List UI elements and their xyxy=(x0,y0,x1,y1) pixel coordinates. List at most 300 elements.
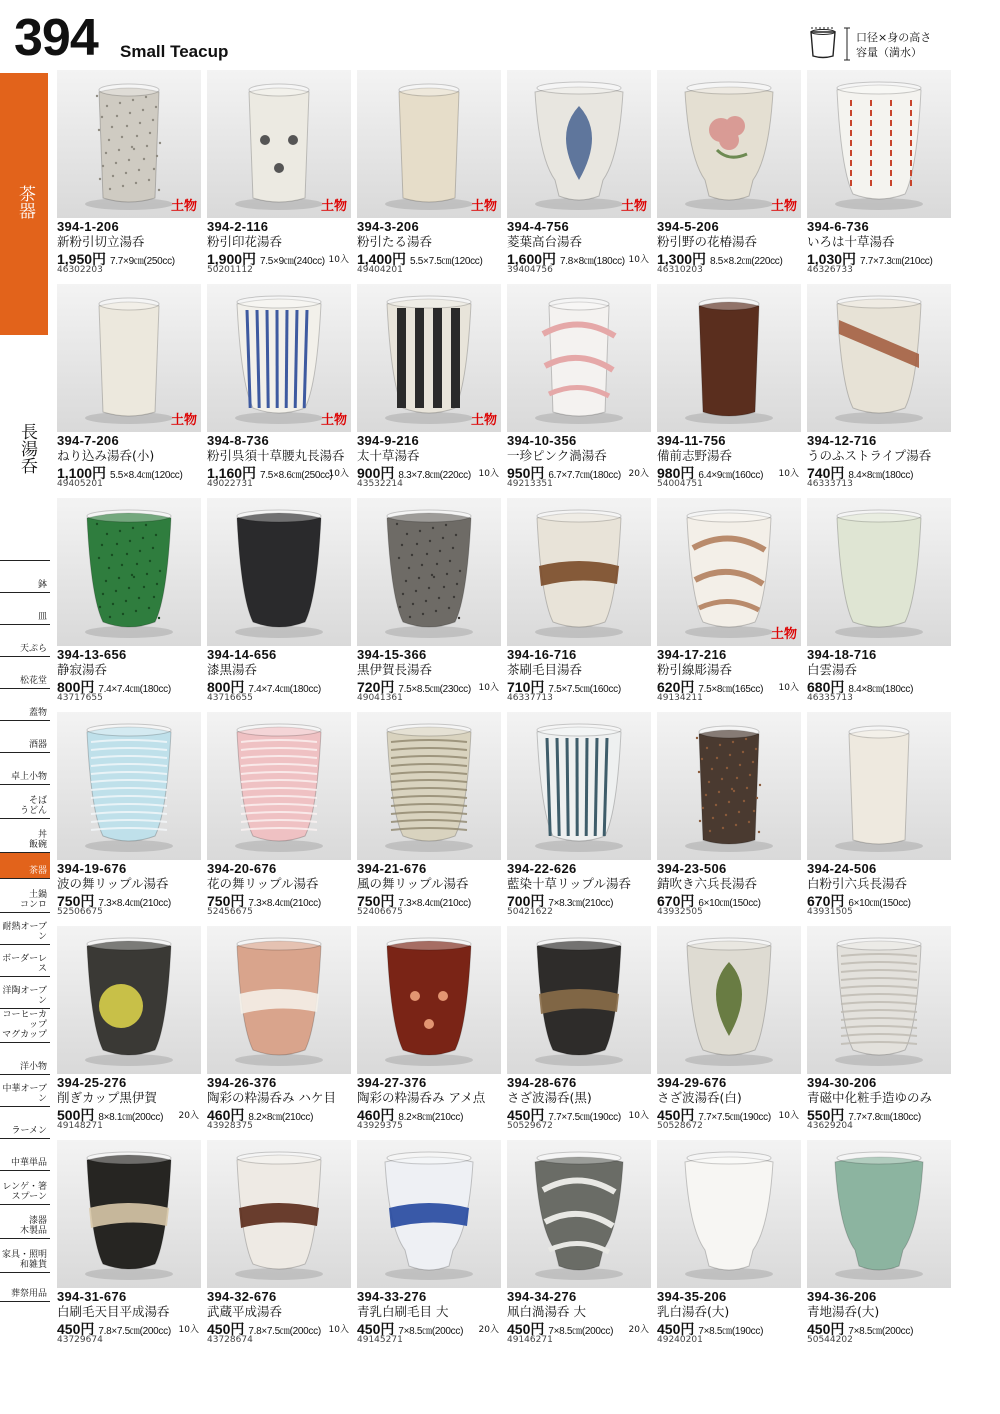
pack-quantity: 10入 xyxy=(778,469,799,479)
product-price: 450円 xyxy=(507,1321,545,1337)
product-dimensions: 7.3×8.4㎝(210cc) xyxy=(398,898,471,909)
category-index-item[interactable]: 鉢 xyxy=(0,560,50,592)
product-dimensions: 8.2×8㎝(210cc) xyxy=(248,1112,314,1123)
subcategory-label: 長湯呑 xyxy=(17,423,37,474)
product-jan-code: 49146271 xyxy=(507,1335,553,1345)
teacup-photo-icon xyxy=(507,284,651,432)
product-photo xyxy=(807,70,951,218)
teacup-photo-icon xyxy=(657,1140,801,1288)
product-price: 460円 xyxy=(357,1107,395,1123)
category-tab-label: 茶器 xyxy=(15,185,35,219)
product-code: 394-14-656 xyxy=(207,647,277,662)
product-name: 黒伊賀長湯呑 xyxy=(357,662,433,677)
product-dimensions: 7.7×7.5㎝(190cc) xyxy=(698,1112,771,1123)
product-price: 450円 xyxy=(657,1107,695,1123)
teacup-photo-icon xyxy=(357,712,501,860)
product-jan-code: 43532214 xyxy=(357,479,403,489)
product-card[interactable] xyxy=(657,284,801,489)
category-index-item[interactable]: 土鍋 コンロ xyxy=(0,878,50,912)
product-jan-code: 46302203 xyxy=(57,265,103,275)
product-name: 静寂湯呑 xyxy=(57,662,108,677)
product-dimensions: 6.4×9㎝(160cc) xyxy=(698,470,764,481)
product-card[interactable] xyxy=(207,70,351,275)
earthenware-tag: 土物 xyxy=(320,413,347,428)
product-code: 394-30-206 xyxy=(807,1075,877,1090)
product-name: 陶彩の粋湯呑み ハケ目 xyxy=(207,1090,336,1105)
product-code: 394-7-206 xyxy=(57,433,119,448)
product-code: 394-9-216 xyxy=(357,433,419,448)
earthenware-tag: 土物 xyxy=(770,627,797,642)
product-name: 茶刷毛目湯呑 xyxy=(507,662,583,677)
product-card[interactable] xyxy=(507,926,651,1131)
product-jan-code: 43629204 xyxy=(807,1121,853,1131)
product-dimensions: 8.3×7.8㎝(220cc) xyxy=(398,470,471,481)
teacup-photo-icon xyxy=(657,284,801,432)
pack-quantity: 10入 xyxy=(328,1325,349,1335)
teacup-photo-icon xyxy=(507,1140,651,1288)
product-dimensions: 7.8×7.5㎝(200cc) xyxy=(248,1326,321,1337)
earthenware-tag: 土物 xyxy=(170,199,197,214)
product-code: 394-23-506 xyxy=(657,861,727,876)
product-card[interactable] xyxy=(57,498,201,703)
product-photo xyxy=(207,926,351,1074)
product-name: さざ波湯呑(白) xyxy=(657,1090,742,1105)
pack-quantity: 20入 xyxy=(628,1325,649,1335)
product-price: 450円 xyxy=(807,1321,845,1337)
product-code: 394-27-376 xyxy=(357,1075,427,1090)
product-jan-code: 52506675 xyxy=(57,907,103,917)
product-card[interactable] xyxy=(657,712,801,917)
category-index-item[interactable]: 漆器 木製品 xyxy=(0,1204,50,1238)
product-card[interactable] xyxy=(207,1140,351,1345)
product-jan-code: 49145271 xyxy=(357,1335,403,1345)
product-photo xyxy=(207,712,351,860)
product-dimensions: 8×8.1㎝(200cc) xyxy=(98,1112,164,1123)
product-dimensions: 7.4×7.4㎝(180cc) xyxy=(98,684,171,695)
product-price: 700円 xyxy=(507,893,545,909)
category-index-item[interactable]: 耐熱オーブン xyxy=(0,912,50,944)
pack-quantity: 10入 xyxy=(178,1325,199,1335)
product-price: 670円 xyxy=(657,893,695,909)
product-photo xyxy=(357,284,501,432)
product-name: 白刷毛天目平成湯呑 xyxy=(57,1304,170,1319)
product-name: 一珍ピンク渦湯呑 xyxy=(507,448,607,463)
product-card[interactable] xyxy=(657,70,801,275)
product-jan-code: 49022731 xyxy=(207,479,253,489)
teacup-photo-icon xyxy=(807,712,951,860)
product-code: 394-34-276 xyxy=(507,1289,577,1304)
product-name: 白粉引六兵長湯呑 xyxy=(807,876,908,891)
product-dimensions: 6.7×7.7㎝(180cc) xyxy=(548,470,621,481)
teacup-photo-icon xyxy=(207,926,351,1074)
product-photo xyxy=(807,712,951,860)
pack-quantity: 10入 xyxy=(328,255,349,265)
product-code: 394-29-676 xyxy=(657,1075,727,1090)
product-code: 394-19-676 xyxy=(57,861,127,876)
teacup-photo-icon xyxy=(57,498,201,646)
product-photo xyxy=(507,926,651,1074)
product-name: 粉引野の花椿湯呑 xyxy=(657,234,758,249)
product-dimensions: 7.5×8.6㎝(250cc) xyxy=(260,470,333,481)
category-index-item[interactable]: 中華単品 xyxy=(0,1138,50,1170)
bracket-icon xyxy=(842,26,852,62)
product-name: うのふストライプ湯呑 xyxy=(807,448,932,463)
teacup-photo-icon xyxy=(807,926,951,1074)
product-jan-code: 39404756 xyxy=(507,265,553,275)
product-photo xyxy=(57,926,201,1074)
category-index-item[interactable]: 皿 xyxy=(0,592,50,624)
category-index-item[interactable]: 酒器 xyxy=(0,720,50,752)
product-card[interactable] xyxy=(807,70,951,275)
product-card[interactable] xyxy=(57,1140,201,1345)
product-name: 粉引呉須十草腰丸長湯呑 xyxy=(207,448,345,463)
product-price: 1,300円 xyxy=(657,251,707,267)
product-name: 青乳白刷毛目 大 xyxy=(357,1304,449,1319)
product-jan-code: 50528672 xyxy=(657,1121,703,1131)
product-name: 錆吹き六兵長湯呑 xyxy=(657,876,758,891)
teacup-photo-icon xyxy=(207,1140,351,1288)
category-index-item[interactable]: 洋陶オーブン xyxy=(0,976,50,1008)
product-name: 陶彩の粋湯呑み アメ点 xyxy=(357,1090,486,1105)
product-dimensions: 7.7×9㎝(250cc) xyxy=(110,256,175,267)
product-code: 394-2-116 xyxy=(207,219,269,234)
teacup-photo-icon xyxy=(807,498,951,646)
product-price: 450円 xyxy=(507,1107,545,1123)
product-jan-code: 50421622 xyxy=(507,907,553,917)
product-card[interactable] xyxy=(657,1140,801,1345)
product-photo xyxy=(357,1140,501,1288)
product-jan-code: 49041361 xyxy=(357,693,403,703)
category-tab[interactable] xyxy=(0,73,48,335)
product-jan-code: 50201112 xyxy=(207,265,253,275)
product-jan-code: 49213351 xyxy=(507,479,553,489)
product-price: 670円 xyxy=(807,893,845,909)
product-jan-code: 50544202 xyxy=(807,1335,853,1345)
product-card[interactable] xyxy=(207,926,351,1131)
product-photo xyxy=(57,284,201,432)
product-card[interactable] xyxy=(357,284,501,489)
teacup-photo-icon xyxy=(57,926,201,1074)
product-dimensions: 7.7×7.3㎝(210cc) xyxy=(860,256,933,267)
product-code: 394-16-716 xyxy=(507,647,577,662)
product-code: 394-11-756 xyxy=(657,433,726,448)
product-dimensions: 7.3×8.4㎝(210cc) xyxy=(98,898,171,909)
product-name: 太十草湯呑 xyxy=(357,448,420,463)
product-jan-code: 49404201 xyxy=(357,265,403,275)
product-jan-code: 43716655 xyxy=(207,693,253,703)
pack-quantity: 10入 xyxy=(628,255,649,265)
product-jan-code: 49148271 xyxy=(57,1121,103,1131)
product-name: 白雲湯呑 xyxy=(807,662,858,677)
product-card[interactable] xyxy=(807,712,951,917)
product-name: 菱葉高台湯呑 xyxy=(507,234,583,249)
product-price: 450円 xyxy=(657,1321,695,1337)
pack-quantity: 10入 xyxy=(778,683,799,693)
product-name: 青磁中化粧手造ゆのみ xyxy=(807,1090,933,1105)
product-name: 粉引たる湯呑 xyxy=(357,234,433,249)
category-index-item[interactable]: コーヒーカップ マグカップ xyxy=(0,1008,50,1042)
product-card[interactable] xyxy=(357,70,501,275)
product-price: 1,900円 xyxy=(207,251,257,267)
product-name: 青地湯呑(大) xyxy=(807,1304,880,1319)
teacup-photo-icon xyxy=(357,1140,501,1288)
product-photo xyxy=(807,498,951,646)
product-jan-code: 46335713 xyxy=(807,693,853,703)
product-jan-code: 43729674 xyxy=(57,1335,103,1345)
product-price: 710円 xyxy=(507,679,545,695)
category-index-item[interactable]: 中華オーブン xyxy=(0,1074,50,1106)
size-legend xyxy=(804,20,994,68)
product-card[interactable] xyxy=(507,284,651,489)
product-photo xyxy=(357,498,501,646)
product-name: 備前志野湯呑 xyxy=(657,448,733,463)
product-price: 740円 xyxy=(807,465,845,481)
product-price: 980円 xyxy=(657,465,695,481)
product-code: 394-25-276 xyxy=(57,1075,127,1090)
product-name: 風の舞リップル湯呑 xyxy=(357,876,469,891)
product-card[interactable] xyxy=(57,70,201,275)
product-photo xyxy=(207,284,351,432)
product-photo xyxy=(507,70,651,218)
teacup-photo-icon xyxy=(207,712,351,860)
category-index xyxy=(0,560,50,1302)
product-price: 1,030円 xyxy=(807,251,857,267)
product-card[interactable] xyxy=(507,70,651,275)
product-jan-code: 46337713 xyxy=(507,693,553,703)
category-index-item[interactable]: 洋小物 xyxy=(0,1042,50,1074)
teacup-photo-icon xyxy=(507,712,651,860)
teacup-photo-icon xyxy=(507,498,651,646)
product-card[interactable] xyxy=(807,498,951,703)
product-photo xyxy=(657,70,801,218)
category-index-item[interactable]: 松花堂 xyxy=(0,656,50,688)
pack-quantity: 10入 xyxy=(478,683,499,693)
product-name: 新粉引切立湯呑 xyxy=(57,234,145,249)
product-jan-code: 49240201 xyxy=(657,1335,703,1345)
product-jan-code: 43929375 xyxy=(357,1121,403,1131)
category-index-item[interactable]: ボーダーレス xyxy=(0,944,50,976)
product-code: 394-8-736 xyxy=(207,433,269,448)
product-price: 750円 xyxy=(207,893,245,909)
product-photo xyxy=(57,70,201,218)
product-name: 削ぎカップ黒伊賀 xyxy=(57,1090,157,1105)
category-index-item[interactable]: 蓋物 xyxy=(0,688,50,720)
product-name: 波の舞リップル湯呑 xyxy=(57,876,169,891)
product-card[interactable] xyxy=(207,284,351,489)
product-dimensions: 7.5×8.5㎝(230cc) xyxy=(398,684,471,695)
product-jan-code: 43932505 xyxy=(657,907,703,917)
product-name: ねり込み湯呑(小) xyxy=(57,448,155,463)
product-jan-code: 50529672 xyxy=(507,1121,553,1131)
teacup-photo-icon xyxy=(357,498,501,646)
product-price: 1,600円 xyxy=(507,251,557,267)
product-name: さざ波湯呑(黒) xyxy=(507,1090,592,1105)
product-price: 1,160円 xyxy=(207,465,257,481)
product-jan-code: 49134211 xyxy=(657,693,703,703)
product-photo xyxy=(207,498,351,646)
product-jan-code: 43928375 xyxy=(207,1121,253,1131)
product-card[interactable] xyxy=(807,284,951,489)
earthenware-tag: 土物 xyxy=(470,199,497,214)
teacup-photo-icon xyxy=(807,70,951,218)
earthenware-tag: 土物 xyxy=(320,199,347,214)
pack-quantity: 10入 xyxy=(328,469,349,479)
product-name: 漆黒湯呑 xyxy=(207,662,258,677)
teacup-photo-icon xyxy=(807,284,951,432)
product-jan-code: 46326733 xyxy=(807,265,853,275)
pack-quantity: 20入 xyxy=(478,1325,499,1335)
product-card[interactable] xyxy=(507,1140,651,1345)
page-title: Small Teacup xyxy=(120,42,229,61)
category-index-item[interactable]: 葬祭用品 xyxy=(0,1272,50,1302)
product-photo xyxy=(657,926,801,1074)
product-card[interactable] xyxy=(57,926,201,1131)
category-index-item[interactable]: 天ぷら xyxy=(0,624,50,656)
product-code: 394-5-206 xyxy=(657,219,719,234)
product-code: 394-24-506 xyxy=(807,861,877,876)
product-code: 394-36-206 xyxy=(807,1289,877,1304)
product-price: 450円 xyxy=(207,1321,245,1337)
teacup-photo-icon xyxy=(57,1140,201,1288)
product-dimensions: 6×10㎝(150cc) xyxy=(848,898,911,909)
pack-quantity: 10入 xyxy=(628,1111,649,1121)
product-jan-code: 49405201 xyxy=(57,479,103,489)
product-dimensions: 7.5×8㎝(165cc) xyxy=(698,684,764,695)
product-jan-code: 46310203 xyxy=(657,265,703,275)
product-code: 394-10-356 xyxy=(507,433,577,448)
product-price: 460円 xyxy=(207,1107,245,1123)
product-jan-code: 52456675 xyxy=(207,907,253,917)
product-card[interactable] xyxy=(57,712,201,917)
teacup-photo-icon xyxy=(357,926,501,1074)
earthenware-tag: 土物 xyxy=(770,199,797,214)
product-code: 394-3-206 xyxy=(357,219,419,234)
product-price: 1,400円 xyxy=(357,251,407,267)
product-price: 720円 xyxy=(357,679,395,695)
product-dimensions: 5.5×8.4㎝(120cc) xyxy=(110,470,183,481)
product-price: 680円 xyxy=(807,679,845,695)
product-photo xyxy=(507,712,651,860)
product-name: いろは十草湯呑 xyxy=(807,234,895,249)
pack-quantity: 10入 xyxy=(778,1111,799,1121)
product-dimensions: 7.8×8㎝(180cc) xyxy=(560,256,625,267)
product-name: 粉引印花湯呑 xyxy=(207,234,283,249)
product-photo xyxy=(807,284,951,432)
category-index-item[interactable]: 丼 飯碗 xyxy=(0,818,50,852)
product-name: 乳白湯呑(大) xyxy=(657,1304,730,1319)
teacup-photo-icon xyxy=(657,926,801,1074)
product-photo xyxy=(357,70,501,218)
product-photo xyxy=(507,284,651,432)
pack-quantity: 20入 xyxy=(178,1111,199,1121)
product-card[interactable] xyxy=(807,1140,951,1345)
product-photo xyxy=(507,1140,651,1288)
product-card[interactable] xyxy=(357,1140,501,1345)
product-dimensions: 7.8×7.5㎝(200cc) xyxy=(98,1326,171,1337)
product-price: 1,100円 xyxy=(57,465,107,481)
product-code: 394-33-276 xyxy=(357,1289,427,1304)
product-dimensions: 8.4×8㎝(180cc) xyxy=(848,684,914,695)
product-card[interactable] xyxy=(207,498,351,703)
product-price: 800円 xyxy=(207,679,245,695)
product-code: 394-35-206 xyxy=(657,1289,727,1304)
product-code: 394-21-676 xyxy=(357,861,427,876)
product-photo xyxy=(657,712,801,860)
category-index-item[interactable]: ラーメン xyxy=(0,1106,50,1138)
product-code: 394-13-656 xyxy=(57,647,127,662)
product-photo xyxy=(657,284,801,432)
teacup-photo-icon xyxy=(207,498,351,646)
product-name: 藍染十草リップル湯呑 xyxy=(507,876,632,891)
product-dimensions: 7×8.5㎝(190cc) xyxy=(698,1326,764,1337)
product-dimensions: 7.7×7.5㎝(190cc) xyxy=(548,1112,621,1123)
product-dimensions: 8.4×8㎝(180cc) xyxy=(848,470,914,481)
product-card[interactable] xyxy=(357,926,501,1131)
product-price: 750円 xyxy=(357,893,395,909)
product-code: 394-28-676 xyxy=(507,1075,577,1090)
product-photo xyxy=(807,1140,951,1288)
product-dimensions: 7×8.5㎝(200cc) xyxy=(848,1326,914,1337)
teacup-photo-icon xyxy=(57,712,201,860)
category-index-item[interactable]: 茶器 xyxy=(0,852,50,878)
product-price: 900円 xyxy=(357,465,395,481)
product-photo xyxy=(357,926,501,1074)
product-photo xyxy=(657,498,801,646)
product-card[interactable] xyxy=(507,712,651,917)
product-card[interactable] xyxy=(657,926,801,1131)
product-dimensions: 7×8.3㎝(210cc) xyxy=(548,898,614,909)
product-photo xyxy=(207,70,351,218)
category-index-item[interactable]: 卓上小物 xyxy=(0,752,50,784)
product-card[interactable] xyxy=(507,498,651,703)
legend-line1: 口径×身の高さ xyxy=(856,31,932,44)
category-index-item[interactable]: レンゲ・箸 スプーン xyxy=(0,1170,50,1204)
legend-line2: 容量（満水） xyxy=(856,46,922,59)
product-card[interactable] xyxy=(207,712,351,917)
category-index-item[interactable]: そば うどん xyxy=(0,784,50,818)
product-name: 武蔵平成湯呑 xyxy=(207,1304,283,1319)
product-photo xyxy=(657,1140,801,1288)
category-index-item[interactable]: 家具・照明 和雑貨 xyxy=(0,1238,50,1272)
product-price: 500円 xyxy=(57,1107,95,1123)
product-code: 394-12-716 xyxy=(807,433,877,448)
product-card[interactable] xyxy=(357,712,501,917)
product-photo xyxy=(507,498,651,646)
earthenware-tag: 土物 xyxy=(170,413,197,428)
page-number: 394 xyxy=(14,9,98,67)
product-code: 394-18-716 xyxy=(807,647,877,662)
product-dimensions: 7.4×7.4㎝(180cc) xyxy=(248,684,321,695)
product-price: 800円 xyxy=(57,679,95,695)
product-code: 394-22-626 xyxy=(507,861,577,876)
product-price: 1,950円 xyxy=(57,251,107,267)
product-card[interactable] xyxy=(357,498,501,703)
product-jan-code: 43717655 xyxy=(57,693,103,703)
product-jan-code: 46333713 xyxy=(807,479,853,489)
product-photo xyxy=(57,1140,201,1288)
pack-quantity: 20入 xyxy=(628,469,649,479)
product-card[interactable] xyxy=(807,926,951,1131)
product-dimensions: 5.5×7.5㎝(120cc) xyxy=(410,256,483,267)
product-card[interactable] xyxy=(57,284,201,489)
product-dimensions: 7.3×8.4㎝(210cc) xyxy=(248,898,321,909)
product-dimensions: 8.5×8.2㎝(220cc) xyxy=(710,256,783,267)
product-dimensions: 7×8.5㎝(200cc) xyxy=(398,1326,464,1337)
product-photo xyxy=(57,712,201,860)
product-dimensions: 6×10㎝(150cc) xyxy=(698,898,761,909)
product-card[interactable] xyxy=(657,498,801,703)
product-dimensions: 7×8.5㎝(200cc) xyxy=(548,1326,614,1337)
